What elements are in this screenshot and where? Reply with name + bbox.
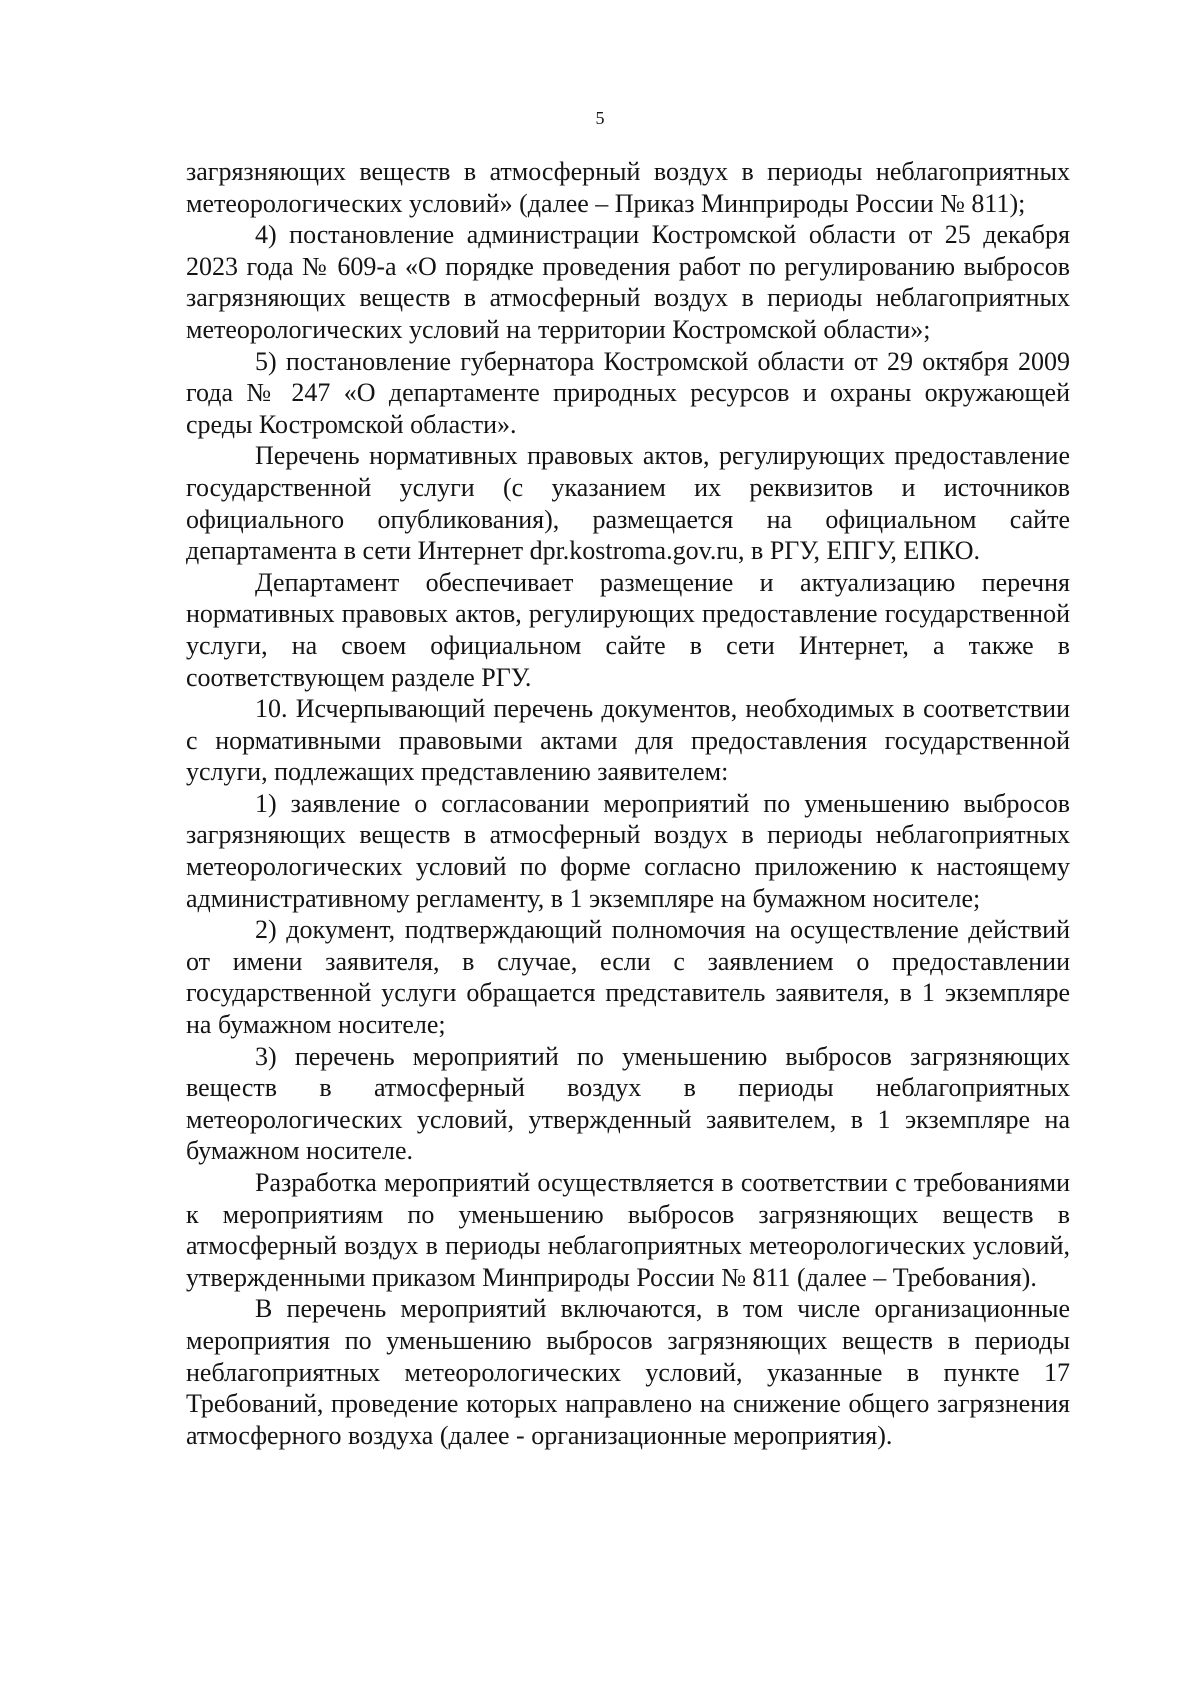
paragraph: 1) заявление о согласовании мероприятий по уменьшению выбросов загрязняющих веществ в атмосферный воздух в периоды неблагоприятных метеорологических условий по форме согласно приложению к настоящему административному регламенту, в 1 экземпляре на бумажном носителе; [186,788,1070,913]
page-number: 5 [595,108,605,128]
paragraph: 4) постановление администрации Костромской области от 25 декабря 2023 года № 609-а «О порядке проведения работ по регулированию выбросов загрязняющих веществ в атмосферный воздух в периоды неблагоприятных метеорологических условий на территории Костромской области»; [186,220,1070,344]
paragraph: В перечень мероприятий включаются, в том числе организационные мероприятия по уменьшению выбросов загрязняющих веществ в периоды неблагоприятных метеорологических условий, указанные в пункте 17 Требований, проведение которых направлено на снижение общего загрязнения атмосферного воздуха (далее - организационные мероприятия). [186,1294,1070,1450]
paragraph: 2) документ, подтверждающий полномочия на осуществление действий от имени заявителя, в случае, если с заявлением о предоставлении государственной услуги обращается представитель заявителя, в 1 экземпляре на бумажном носителе; [186,915,1070,1040]
paragraph: Разработка мероприятий осуществляется в соответствии с требованиями к мероприятиям по уменьшению выбросов загрязняющих веществ в атмосферный воздух в периоды неблагоприятных метеорологических условий, утвержденными приказом Минприроды России № 811 (далее – Требования). [186,1168,1070,1292]
paragraph: Перечень нормативных правовых актов, регулирующих предоставление государственной услуги (с указанием их реквизитов и источников официального опубликования), размещается на официальном сайте департамента в сети Интернет dpr.kostroma.gov.ru, в РГУ, ЕПГУ, ЕПКО. [186,441,1070,566]
paragraph: Департамент обеспечивает размещение и актуализацию перечня нормативных правовых актов, регулирующих предоставление государственной услуги, на своем официальном сайте в сети Интернет, а также в соответствующем разделе РГУ. [186,567,1070,692]
document-body [186,156,1070,1451]
paragraph: 10. Исчерпывающий перечень документов, необходимых в соответствии с нормативными правовыми актами для предоставления государственной услуги, подлежащих представлению заявителем: [186,694,1070,787]
paragraph: 3) перечень мероприятий по уменьшению выбросов загрязняющих веществ в атмосферный воздух в периоды неблагоприятных метеорологических условий, утвержденный заявителем, в 1 экземпляре на бумажном носителе. [186,1041,1070,1166]
paragraph: 5) постановление губернатора Костромской области от 29 октября 2009 года № 247 «О департаменте природных ресурсов и охраны окружающей среды Костромской области». [186,346,1070,439]
paragraph: загрязняющих веществ в атмосферный воздух в периоды неблагоприятных метеорологических условий» (далее – Приказ Минприроды России № 811); [186,157,1070,218]
